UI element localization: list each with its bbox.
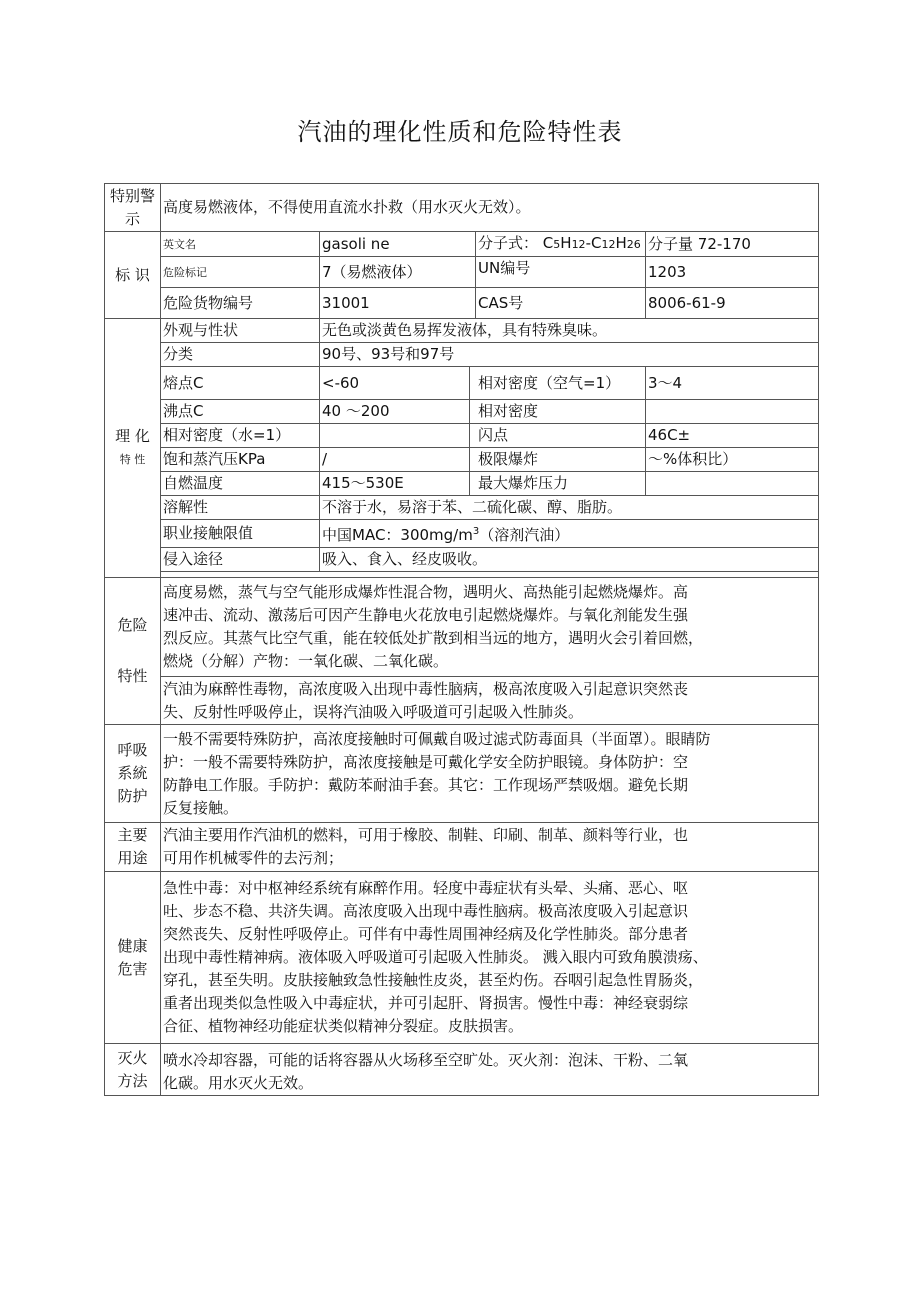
cas-value: 8006-61-9 [646, 288, 819, 319]
mw-cell [646, 232, 819, 257]
danger-text-2 [161, 677, 819, 725]
max-pressure-label: 最大爆炸压力 [470, 472, 646, 496]
rel-density-label: 相对密度 [470, 400, 646, 424]
max-pressure-value [646, 472, 819, 496]
health-line: 突然丧失、反射性呼吸停止。可伴有中毒性周围神经病及化学性肺炎。部分患者 [163, 925, 689, 943]
health-line: 合征、植物神经功能症状类似精神分裂症。皮肤损害。 [163, 1017, 524, 1035]
oel-value-b: （溶剂汽油） [479, 526, 570, 544]
oel-value-a: 中国MAC：300mg/m [322, 526, 473, 544]
class-value: 90号、93号和97号 [320, 343, 819, 367]
hazard-mark-label: 危险标记 [161, 257, 320, 288]
phys-label [105, 319, 161, 578]
formula-c1-sub: 5 [553, 238, 561, 251]
health-label [105, 872, 161, 1044]
use-line: 汽油主要用作汽油机的燃料，可用于橡胶、制鞋、印刷、制革、颜料等行业，也 [163, 826, 689, 844]
resp-row [105, 725, 819, 823]
formula-cell [476, 232, 646, 257]
health-text [161, 872, 819, 1044]
resp-text [161, 725, 819, 823]
appearance-label: 外观与性状 [161, 319, 320, 343]
ident-row-3 [105, 288, 819, 319]
use-label-b: 用途 [117, 849, 148, 867]
use-line: 可用作机械零件的去污剂； [163, 849, 344, 867]
danger-row-2 [105, 677, 819, 725]
danger-line: 失、反射性呼吸停止，误将汽油吸入呼吸道可引起吸入性肺炎。 [163, 702, 584, 721]
fire-row [105, 1044, 819, 1096]
health-line: 出现中毒性精神病。液体吸入呼吸道可引起吸入性肺炎。 溅入眼内可致角膜溃疡、 [163, 948, 708, 966]
resp-label-b: 系統 [117, 764, 148, 782]
rel-density-air-value: 3～4 [646, 367, 819, 400]
warning-row [105, 184, 819, 232]
phys-row-route [105, 548, 819, 572]
ident-row-2 [105, 257, 819, 288]
use-text [161, 823, 819, 872]
resp-label-c: 防护 [117, 787, 148, 805]
phys-row-solubility [105, 496, 819, 520]
mp-label: 熔点C [161, 367, 320, 400]
health-row [105, 872, 819, 1044]
oel-value [320, 520, 819, 548]
un-label: UN编号 [476, 257, 646, 288]
fire-line: 喷水冷却容器，可能的话将容器从火场移至空旷处。灭火剂：泡沫、干粉、二氧 [163, 1050, 689, 1069]
rel-density-water-value [320, 424, 470, 448]
danger-line: 燃烧（分解）产物：一氧化碳、二氧化碳。 [163, 652, 449, 670]
cas-label: CAS号 [476, 288, 646, 319]
explosive-value: ～%体积比） [646, 448, 819, 472]
danger-label-b: 特性 [117, 667, 148, 685]
vp-value: / [320, 448, 470, 472]
phys-row-class [105, 343, 819, 367]
danger-line: 烈反应。其蒸气比空气重，能在较低处扩散到相当远的地方，遇明火会引着回燃， [163, 629, 704, 647]
use-row [105, 823, 819, 872]
autoign-label: 自燃温度 [161, 472, 320, 496]
phys-row-bp [105, 400, 819, 424]
warning-label: 特别警示 [105, 184, 161, 232]
danger-text-1 [161, 578, 819, 677]
mw-value: 72-170 [697, 234, 751, 253]
phys-row-flash [105, 424, 819, 448]
vp-label: 饱和蒸汽压KPa [161, 448, 320, 472]
flash-value: 46C± [646, 424, 819, 448]
phys-row-autoign [105, 472, 819, 496]
fire-label-a: 灭火 [117, 1048, 148, 1067]
danger-line: 高度易燃，蒸气与空气能形成爆炸性混合物，遇明火、高热能引起燃烧爆炸。高 [163, 583, 689, 601]
fire-label [105, 1044, 161, 1096]
formula-h2-sub: 26 [626, 238, 641, 251]
danger-label [105, 578, 161, 725]
fire-text [161, 1044, 819, 1096]
formula-label: 分子式： [478, 234, 539, 252]
resp-label [105, 725, 161, 823]
formula-h2: H [615, 234, 627, 252]
health-label-a: 健康 [117, 936, 148, 955]
phys-row-vp [105, 448, 819, 472]
health-line: 穿孔，甚至失明。皮肤接触致急性接触性皮炎，甚至灼伤。吞咽引起急性胃肠炎， [163, 971, 704, 989]
flash-label: 闪点 [470, 424, 646, 448]
rel-density-value [646, 400, 819, 424]
phys-label-main: 理 化 [115, 427, 150, 445]
appearance-value: 无色或淡黄色易挥发液体，具有特殊臭味。 [320, 319, 819, 343]
use-label-a: 主要 [117, 826, 148, 844]
route-value: 吸入、食入、经皮吸收。 [320, 548, 819, 572]
mp-value: <-60 [320, 367, 470, 400]
autoign-value: 415～530E [320, 472, 470, 496]
formula-h1-sub: 12 [571, 238, 586, 251]
resp-line: 防静电工作服。手防护：戴防苯耐油手套。其它：工作现场严禁吸烟。避免长期 [163, 775, 689, 794]
danger-label-a: 危险 [117, 616, 148, 634]
danger-row-1 [105, 578, 819, 677]
oel-label: 职业接触限值 [161, 520, 320, 548]
hazard-table [104, 183, 819, 1096]
dg-value: 31001 [320, 288, 476, 319]
resp-line: 一般不需要特殊防护，高浓度接触时可佩戴自吸过滤式防毒面具（半面罩）。眼睛防 [163, 729, 711, 748]
solubility-label: 溶解性 [161, 496, 320, 520]
ident-label: 标 识 [105, 232, 161, 319]
health-label-b: 危害 [117, 959, 148, 978]
solubility-value: 不溶于水，易溶于苯、二硫化碳、醇、脂肪。 [320, 496, 819, 520]
warning-text: 高度易燃液体，不得使用直流水扑救（用水灭火无效）。 [161, 184, 819, 232]
formula-c1: C [542, 234, 554, 252]
un-value: 1203 [646, 257, 819, 288]
bp-value: 40 ～200 [320, 400, 470, 424]
bp-label: 沸点C [161, 400, 320, 424]
health-line: 急性中毒：对中枢神经系统有麻醉作用。轻度中毒症状有头晕、头痛、恶心、呕 [163, 879, 689, 897]
page-title: 汽油的理化性质和危险特性表 [297, 118, 623, 146]
explosive-label: 极限爆炸 [470, 448, 646, 472]
phys-label-sub: 特 性 [119, 453, 146, 466]
resp-line: 反复接触。 [163, 798, 239, 817]
class-label: 分类 [161, 343, 320, 367]
resp-line: 护：一般不需要特殊防护，髙浓度接触是可戴化学安全防护眼镜。身体防护：空 [163, 752, 689, 771]
resp-label-a: 呼吸 [117, 741, 148, 759]
fire-line: 化碳。用水灭火无效。 [163, 1073, 314, 1092]
use-label [105, 823, 161, 872]
phys-row-oel [105, 520, 819, 548]
dg-label: 危险货物编号 [161, 288, 320, 319]
ident-row-1 [105, 232, 819, 257]
route-label: 侵入途径 [161, 548, 320, 572]
health-line: 吐、步态不稳、共济失调。高浓度吸入出现中毒性脑病。极高浓度吸入引起意识 [163, 902, 689, 920]
phys-row-appearance [105, 319, 819, 343]
formula-dash: -C [585, 234, 602, 252]
hazard-mark-value: 7（易燃液体） [320, 257, 476, 288]
rel-density-water-label: 相对密度（水=1） [161, 424, 320, 448]
oel-value-sup: 3 [472, 526, 480, 537]
danger-line: 汽油为麻醉性毒物，高浓度吸入出现中毒性脑病，极高浓度吸入引起意识突然丧 [163, 679, 689, 698]
rel-density-air-label: 相对密度（空气=1） [470, 367, 646, 400]
english-name-label: 英文名 [161, 232, 320, 257]
english-name-value: gasoli ne [320, 232, 476, 257]
formula-h1: H [560, 234, 572, 252]
mw-label: 分子量 [648, 234, 694, 253]
formula-c2-sub: 12 [601, 238, 616, 251]
danger-line: 速冲击、流动、激荡后可因产生静电火花放电引起燃烧爆炸。与氧化剂能发生强 [163, 606, 689, 624]
fire-label-b: 方法 [117, 1071, 148, 1090]
phys-row-mp [105, 367, 819, 400]
health-line: 重者出现类似急性吸入中毒症状，并可引起肝、肾损害。慢性中毒：神经衰弱综 [163, 994, 689, 1012]
